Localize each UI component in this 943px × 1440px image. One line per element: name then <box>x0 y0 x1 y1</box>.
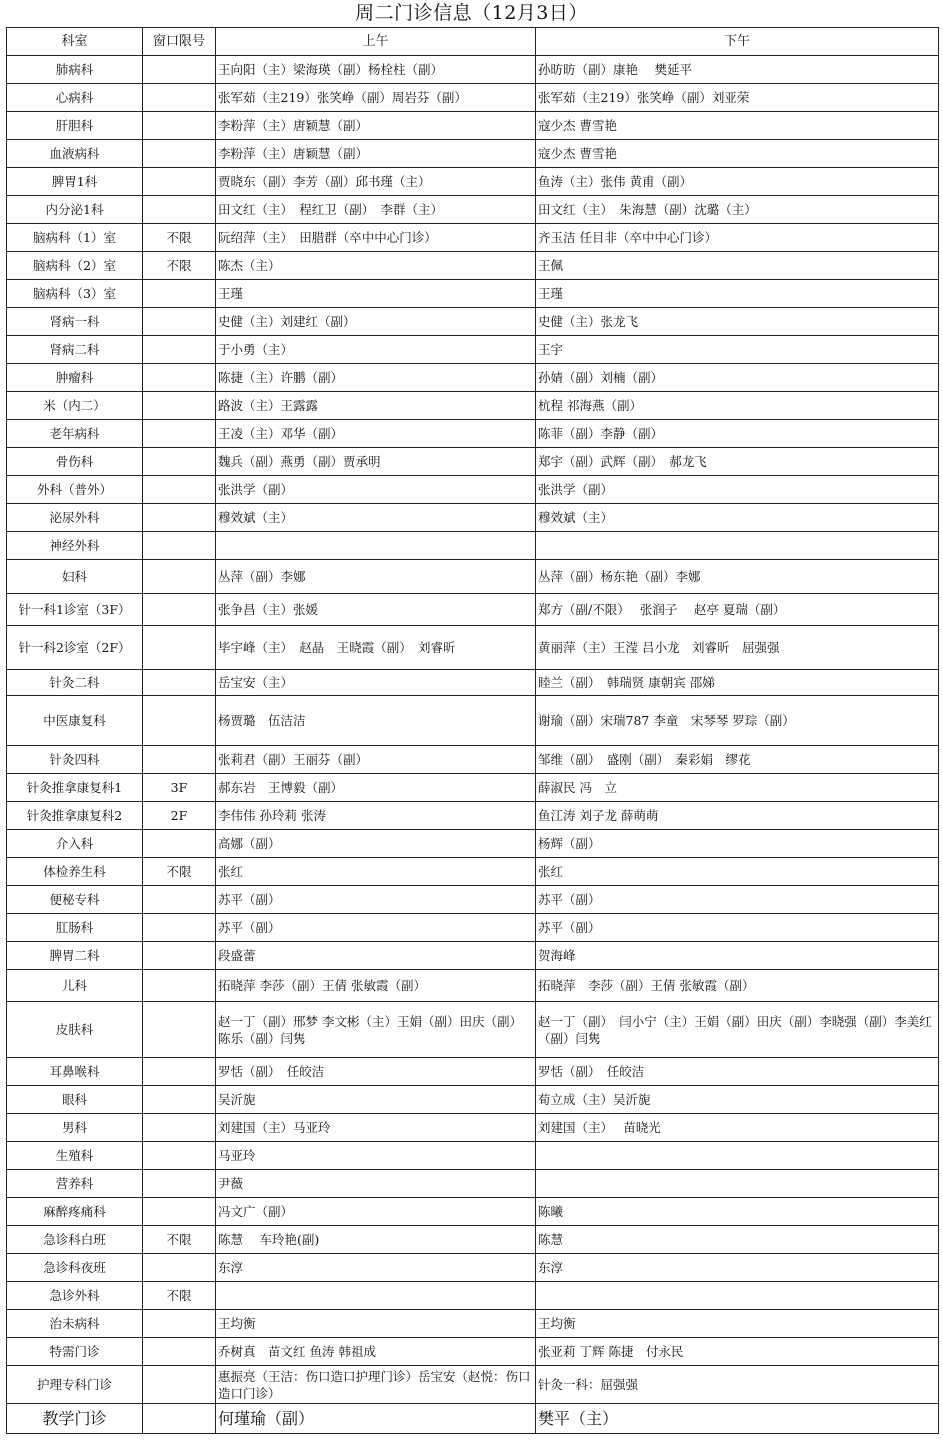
morning-cell: 王均衡 <box>216 1310 536 1338</box>
window-limit-cell <box>143 168 216 196</box>
window-limit-cell: 3F <box>143 774 216 802</box>
morning-cell: 王向阳（主）梁海瑛（副）杨栓柱（副） <box>216 56 536 84</box>
morning-cell: 阮绍萍（主） 田腊群（卒中中心门诊） <box>216 224 536 252</box>
department-cell: 心病科 <box>7 84 143 112</box>
afternoon-cell: 罗恬（副） 任皎洁 <box>536 1058 939 1086</box>
department-cell: 妇科 <box>7 560 143 594</box>
table-row <box>7 392 939 420</box>
table-row <box>7 84 939 112</box>
window-limit-cell <box>143 112 216 140</box>
morning-cell: 吴沂旎 <box>216 1086 536 1114</box>
afternoon-cell: 田文红（主） 朱海慧（副）沈璐（主） <box>536 196 939 224</box>
afternoon-cell: 谢瑜（副）宋瑞787 李童 宋琴琴 罗琮（副） <box>536 696 939 746</box>
afternoon-cell: 睦兰（副） 韩瑞贤 康朝宾 邵娣 <box>536 670 939 696</box>
afternoon-cell: 杭程 祁海燕（副） <box>536 392 939 420</box>
department-cell: 中医康复科 <box>7 696 143 746</box>
afternoon-cell: 薛淑民 冯 立 <box>536 774 939 802</box>
morning-cell: 刘建国（主）马亚玲 <box>216 1114 536 1142</box>
morning-cell: 穆效斌（主） <box>216 504 536 532</box>
afternoon-cell: 寇少杰 曹雪艳 <box>536 112 939 140</box>
morning-cell: 李伟伟 孙玲莉 张涛 <box>216 802 536 830</box>
window-limit-cell <box>143 1254 216 1282</box>
department-cell: 耳鼻喉科 <box>7 1058 143 1086</box>
table-row <box>7 560 939 594</box>
table-row <box>7 858 939 886</box>
morning-cell: 陈慧 车玲艳(副) <box>216 1226 536 1254</box>
department-cell: 针灸推拿康复科1 <box>7 774 143 802</box>
morning-cell: 毕宇峰（主） 赵晶 王晓霞（副） 刘睿昕 <box>216 626 536 670</box>
afternoon-cell: 赵一丁（副） 闫小宁（主）王娟（副）田庆（副）李晓强（副）李美红（副）闫隽 <box>536 1002 939 1058</box>
table-row <box>7 970 939 1002</box>
window-limit-cell <box>143 1366 216 1404</box>
window-limit-cell: 不限 <box>143 858 216 886</box>
window-limit-cell <box>143 1058 216 1086</box>
table-row <box>7 942 939 970</box>
table-row <box>7 252 939 280</box>
table-row <box>7 886 939 914</box>
table-row <box>7 112 939 140</box>
department-cell: 急诊科白班 <box>7 1226 143 1254</box>
header-department: 科室 <box>7 28 143 56</box>
morning-cell: 史健（主）刘建红（副） <box>216 308 536 336</box>
afternoon-cell: 郑方（副/不限） 张润子 赵亭 夏瑞（副） <box>536 594 939 626</box>
window-limit-cell <box>143 420 216 448</box>
afternoon-cell: 张洪学（副） <box>536 476 939 504</box>
department-cell: 老年病科 <box>7 420 143 448</box>
window-limit-cell <box>143 1198 216 1226</box>
department-cell: 肾病二科 <box>7 336 143 364</box>
table-row <box>7 280 939 308</box>
afternoon-cell: 鱼江涛 刘子龙 薛萌萌 <box>536 802 939 830</box>
afternoon-cell: 张亚莉 丁辉 陈捷 付永民 <box>536 1338 939 1366</box>
morning-cell: 路波（主）王露露 <box>216 392 536 420</box>
window-limit-cell <box>143 1404 216 1434</box>
department-cell: 肝胆科 <box>7 112 143 140</box>
department-cell: 急诊科夜班 <box>7 1254 143 1282</box>
window-limit-cell: 不限 <box>143 1282 216 1310</box>
window-limit-cell <box>143 532 216 560</box>
morning-cell: 赵一丁（副）邢梦 李文彬（主）王娟（副）田庆（副）陈乐（副）闫隽 <box>216 1002 536 1058</box>
table-row <box>7 1310 939 1338</box>
department-cell: 肺病科 <box>7 56 143 84</box>
window-limit-cell <box>143 886 216 914</box>
department-cell: 便秘专科 <box>7 886 143 914</box>
table-row <box>7 830 939 858</box>
table-row <box>7 140 939 168</box>
department-cell: 神经外科 <box>7 532 143 560</box>
table-row <box>7 196 939 224</box>
afternoon-cell: 贺海峰 <box>536 942 939 970</box>
department-cell: 米（内二） <box>7 392 143 420</box>
morning-cell: 陈杰（主） <box>216 252 536 280</box>
table-row <box>7 1338 939 1366</box>
department-cell: 肿瘤科 <box>7 364 143 392</box>
window-limit-cell: 不限 <box>143 1226 216 1254</box>
department-cell: 肛肠科 <box>7 914 143 942</box>
window-limit-cell <box>143 140 216 168</box>
table-row <box>7 504 939 532</box>
morning-cell: 尹薇 <box>216 1170 536 1198</box>
morning-cell: 拓晓萍 李莎（副）王倩 张敏霞（副） <box>216 970 536 1002</box>
table-row <box>7 532 939 560</box>
window-limit-cell <box>143 336 216 364</box>
table-row <box>7 774 939 802</box>
window-limit-cell <box>143 56 216 84</box>
window-limit-cell: 2F <box>143 802 216 830</box>
window-limit-cell <box>143 448 216 476</box>
afternoon-cell: 张军茹（主219）张笑峥（副）刘亚荣 <box>536 84 939 112</box>
window-limit-cell <box>143 1142 216 1170</box>
table-row <box>7 224 939 252</box>
window-limit-cell <box>143 392 216 420</box>
afternoon-cell: 苏平（副） <box>536 914 939 942</box>
department-cell: 治未病科 <box>7 1310 143 1338</box>
afternoon-cell: 邹维（副） 盛刚（副） 秦彩娟 缪花 <box>536 746 939 774</box>
morning-cell: 李粉萍（主）唐颖慧（副） <box>216 140 536 168</box>
window-limit-cell <box>143 1170 216 1198</box>
window-limit-cell <box>143 504 216 532</box>
afternoon-cell: 王宇 <box>536 336 939 364</box>
table-row <box>7 1142 939 1170</box>
morning-cell: 罗恬（副） 任皎洁 <box>216 1058 536 1086</box>
afternoon-cell: 丛萍（副）杨东艳（副）李娜 <box>536 560 939 594</box>
morning-cell: 张莉君（副）王丽芬（副） <box>216 746 536 774</box>
department-cell: 骨伤科 <box>7 448 143 476</box>
morning-cell: 贾晓东（副）李芳（副）邱书瑾（主） <box>216 168 536 196</box>
table-row <box>7 696 939 746</box>
morning-cell: 张军茹（主219）张笑峥（副）周岩芬（副） <box>216 84 536 112</box>
afternoon-cell <box>536 1170 939 1198</box>
department-cell: 脾胃二科 <box>7 942 143 970</box>
department-cell: 外科（普外） <box>7 476 143 504</box>
morning-cell: 郝东岩 王博毅（副） <box>216 774 536 802</box>
afternoon-cell: 孙昉昉（副）康艳 樊延平 <box>536 56 939 84</box>
window-limit-cell <box>143 594 216 626</box>
table-row <box>7 1226 939 1254</box>
window-limit-cell <box>143 914 216 942</box>
table-row <box>7 1170 939 1198</box>
afternoon-cell: 孙婧（副）刘楠（副） <box>536 364 939 392</box>
department-cell: 针一科1诊室（3F） <box>7 594 143 626</box>
table-row <box>7 364 939 392</box>
window-limit-cell <box>143 970 216 1002</box>
morning-cell: 王瑾 <box>216 280 536 308</box>
afternoon-cell: 王均衡 <box>536 1310 939 1338</box>
department-cell: 营养科 <box>7 1170 143 1198</box>
department-cell: 肾病一科 <box>7 308 143 336</box>
table-row <box>7 1086 939 1114</box>
table-row <box>7 914 939 942</box>
morning-cell: 魏兵（副）燕勇（副）贾承明 <box>216 448 536 476</box>
afternoon-cell <box>536 532 939 560</box>
department-cell: 针灸二科 <box>7 670 143 696</box>
table-row <box>7 1114 939 1142</box>
window-limit-cell: 不限 <box>143 224 216 252</box>
window-limit-cell <box>143 1310 216 1338</box>
morning-cell: 李粉萍（主）唐颖慧（副） <box>216 112 536 140</box>
table-row <box>7 168 939 196</box>
table-row <box>7 670 939 696</box>
afternoon-cell: 鱼涛（主）张伟 黄甫（副） <box>536 168 939 196</box>
afternoon-cell: 齐玉洁 任目非（卒中中心门诊） <box>536 224 939 252</box>
afternoon-cell: 刘建国（主） 苗晓光 <box>536 1114 939 1142</box>
afternoon-cell: 拓晓萍 李莎（副）王倩 张敏霞（副） <box>536 970 939 1002</box>
afternoon-cell: 杨辉（副） <box>536 830 939 858</box>
table-row <box>7 746 939 774</box>
department-cell: 生殖科 <box>7 1142 143 1170</box>
window-limit-cell <box>143 1086 216 1114</box>
table-row <box>7 594 939 626</box>
schedule-body <box>7 56 939 1434</box>
window-limit-cell: 不限 <box>143 252 216 280</box>
department-cell: 特需门诊 <box>7 1338 143 1366</box>
header-morning: 上午 <box>216 28 536 56</box>
page-title: 周二门诊信息（12月3日） <box>355 2 588 24</box>
window-limit-cell <box>143 1002 216 1058</box>
afternoon-cell: 陈慧 <box>536 1226 939 1254</box>
morning-cell: 苏平（副） <box>216 914 536 942</box>
department-cell: 脑病科（3）室 <box>7 280 143 308</box>
department-cell: 泌尿外科 <box>7 504 143 532</box>
department-cell: 针一科2诊室（2F） <box>7 626 143 670</box>
window-limit-cell <box>143 746 216 774</box>
window-limit-cell <box>143 560 216 594</box>
morning-cell: 段盛蕾 <box>216 942 536 970</box>
afternoon-cell: 苏平（副） <box>536 886 939 914</box>
department-cell: 脾胃1科 <box>7 168 143 196</box>
morning-cell: 丛萍（副）李娜 <box>216 560 536 594</box>
table-row <box>7 1058 939 1086</box>
morning-cell: 张红 <box>216 858 536 886</box>
department-cell: 教学门诊 <box>7 1404 143 1434</box>
window-limit-cell <box>143 670 216 696</box>
window-limit-cell <box>143 280 216 308</box>
window-limit-cell <box>143 626 216 670</box>
window-limit-cell <box>143 1338 216 1366</box>
morning-cell: 何瑾瑜（副） <box>216 1404 536 1434</box>
department-cell: 眼科 <box>7 1086 143 1114</box>
table-row <box>7 448 939 476</box>
schedule-table <box>6 27 939 1434</box>
table-row <box>7 308 939 336</box>
afternoon-cell: 黄丽萍（主）王滢 吕小龙 刘睿昕 屈强强 <box>536 626 939 670</box>
morning-cell: 惠振亮（王洁：伤口造口护理门诊）岳宝安（赵悦：伤口造口门诊） <box>216 1366 536 1404</box>
afternoon-cell: 郑宇（副）武辉（副） 郝龙飞 <box>536 448 939 476</box>
morning-cell: 东淳 <box>216 1254 536 1282</box>
afternoon-cell: 东淳 <box>536 1254 939 1282</box>
morning-cell: 马亚玲 <box>216 1142 536 1170</box>
afternoon-cell: 王瑾 <box>536 280 939 308</box>
table-row <box>7 476 939 504</box>
table-row <box>7 1282 939 1310</box>
window-limit-cell <box>143 830 216 858</box>
morning-cell: 乔树真 苗文红 鱼涛 韩祖成 <box>216 1338 536 1366</box>
window-limit-cell <box>143 476 216 504</box>
table-row <box>7 802 939 830</box>
afternoon-cell <box>536 1282 939 1310</box>
morning-cell: 陈捷（主）许鹏（副） <box>216 364 536 392</box>
morning-cell: 岳宝安（主） <box>216 670 536 696</box>
afternoon-cell: 穆效斌（主） <box>536 504 939 532</box>
header-row <box>7 28 939 56</box>
morning-cell: 冯文广（副） <box>216 1198 536 1226</box>
department-cell: 介入科 <box>7 830 143 858</box>
afternoon-cell: 针灸一科：屈强强 <box>536 1366 939 1404</box>
header-afternoon: 下午 <box>536 28 939 56</box>
afternoon-cell: 陈曦 <box>536 1198 939 1226</box>
department-cell: 急诊外科 <box>7 1282 143 1310</box>
table-row <box>7 626 939 670</box>
table-row <box>7 1404 939 1434</box>
table-row <box>7 336 939 364</box>
window-limit-cell <box>143 364 216 392</box>
morning-cell: 王凌（主）邓华（副） <box>216 420 536 448</box>
afternoon-cell: 寇少杰 曹雪艳 <box>536 140 939 168</box>
window-limit-cell <box>143 942 216 970</box>
morning-cell: 杨贾璐 伍洁洁 <box>216 696 536 746</box>
department-cell: 护理专科门诊 <box>7 1366 143 1404</box>
table-row <box>7 1366 939 1404</box>
afternoon-cell: 荀立成（主）吴沂旎 <box>536 1086 939 1114</box>
morning-cell: 高娜（副） <box>216 830 536 858</box>
morning-cell <box>216 532 536 560</box>
department-cell: 儿科 <box>7 970 143 1002</box>
department-cell: 体检养生科 <box>7 858 143 886</box>
morning-cell <box>216 1282 536 1310</box>
window-limit-cell <box>143 196 216 224</box>
department-cell: 男科 <box>7 1114 143 1142</box>
department-cell: 血液病科 <box>7 140 143 168</box>
department-cell: 脑病科（1）室 <box>7 224 143 252</box>
table-row <box>7 56 939 84</box>
morning-cell: 张洪学（副） <box>216 476 536 504</box>
window-limit-cell <box>143 1114 216 1142</box>
department-cell: 针灸推拿康复科2 <box>7 802 143 830</box>
department-cell: 麻醉疼痛科 <box>7 1198 143 1226</box>
header-window-limit: 窗口限号 <box>143 28 216 56</box>
table-row <box>7 1002 939 1058</box>
department-cell: 脑病科（2）室 <box>7 252 143 280</box>
department-cell: 内分泌1科 <box>7 196 143 224</box>
window-limit-cell <box>143 84 216 112</box>
afternoon-cell: 张红 <box>536 858 939 886</box>
afternoon-cell: 陈菲（副）李静（副） <box>536 420 939 448</box>
afternoon-cell: 史健（主）张龙飞 <box>536 308 939 336</box>
morning-cell: 苏平（副） <box>216 886 536 914</box>
department-cell: 针灸四科 <box>7 746 143 774</box>
table-row <box>7 1198 939 1226</box>
afternoon-cell: 王佩 <box>536 252 939 280</box>
morning-cell: 于小勇（主） <box>216 336 536 364</box>
afternoon-cell <box>536 1142 939 1170</box>
morning-cell: 张争昌（主）张媛 <box>216 594 536 626</box>
morning-cell: 田文红（主） 程红卫（副） 李群（主） <box>216 196 536 224</box>
window-limit-cell <box>143 696 216 746</box>
table-row <box>7 1254 939 1282</box>
window-limit-cell <box>143 308 216 336</box>
department-cell: 皮肤科 <box>7 1002 143 1058</box>
afternoon-cell: 樊平（主） <box>536 1404 939 1434</box>
table-row <box>7 420 939 448</box>
